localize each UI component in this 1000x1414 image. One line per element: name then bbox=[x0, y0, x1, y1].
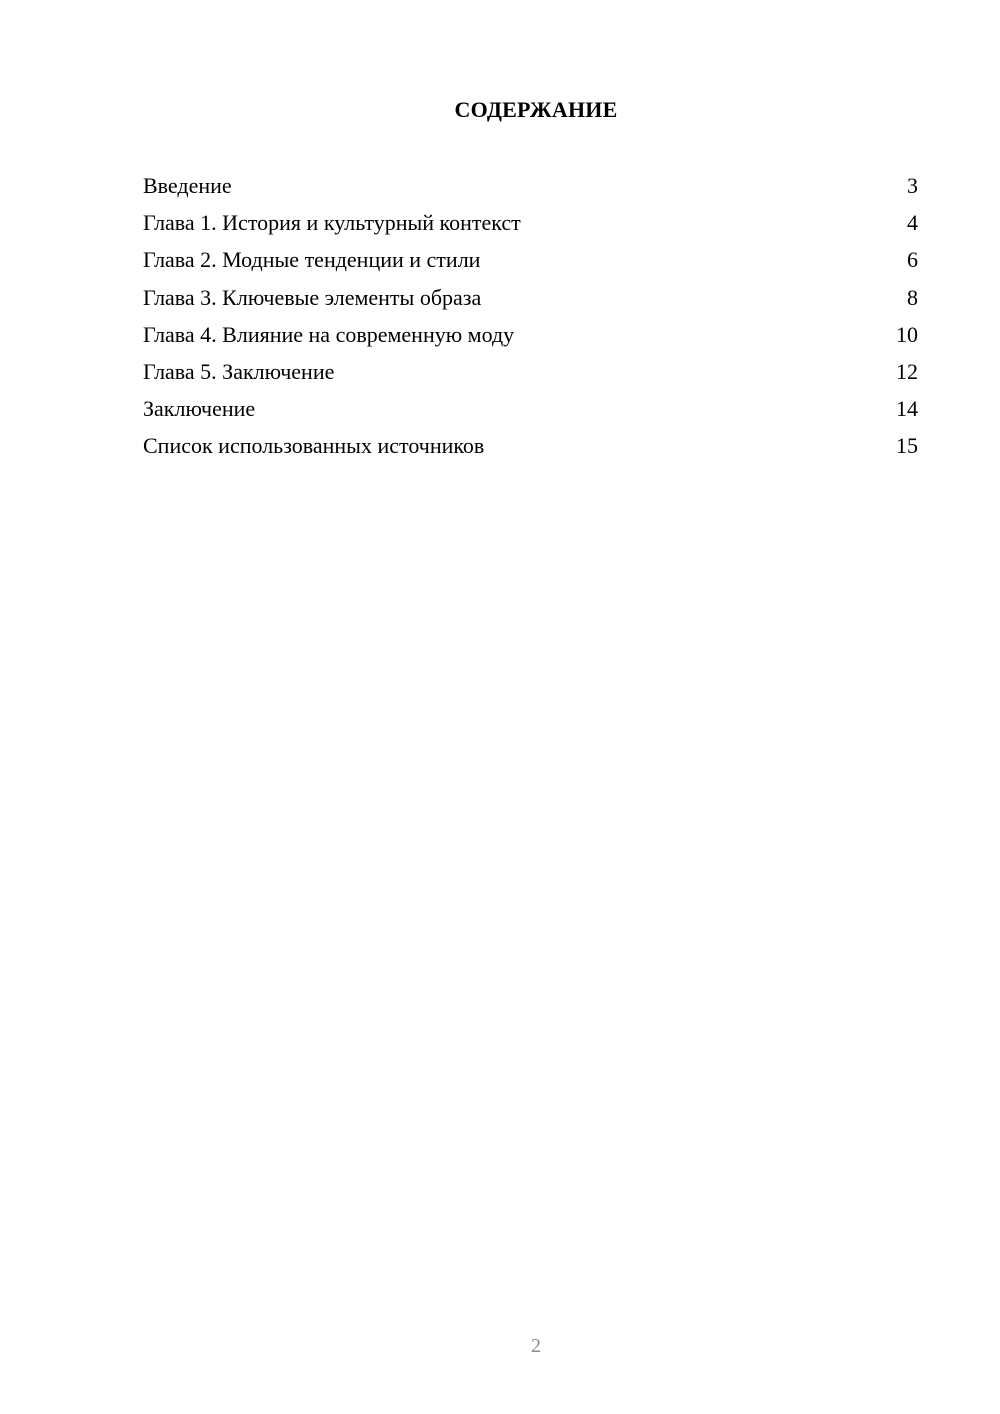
toc-entry-page: 15 bbox=[896, 433, 918, 459]
toc-entry-chapter-1[interactable] bbox=[143, 204, 918, 241]
toc-entry-label: Введение bbox=[143, 173, 232, 198]
toc-entry-page: 3 bbox=[907, 173, 918, 198]
toc-entry-label: Глава 4. Влияние на современную моду bbox=[143, 321, 515, 347]
table-of-contents bbox=[143, 167, 918, 465]
toc-entry-references[interactable] bbox=[143, 427, 918, 464]
toc-entry-label: Глава 3. Ключевые элементы образа bbox=[143, 284, 482, 310]
toc-entry-page: 6 bbox=[907, 247, 918, 273]
toc-entry-page: 8 bbox=[907, 284, 918, 310]
toc-entry-page: 12 bbox=[896, 358, 918, 384]
toc-entry-chapter-5[interactable] bbox=[143, 353, 918, 390]
toc-entry-page: 10 bbox=[896, 321, 918, 347]
toc-entry-chapter-3[interactable] bbox=[143, 279, 918, 316]
toc-entry-label: Глава 2. Модные тенденции и стили bbox=[143, 247, 481, 273]
toc-entry-conclusion[interactable] bbox=[143, 390, 918, 427]
toc-entry-chapter-4[interactable] bbox=[143, 316, 918, 353]
toc-entry-page: 14 bbox=[896, 396, 918, 422]
toc-entry-label: Глава 5. Заключение bbox=[143, 358, 335, 384]
toc-entry-label: Заключение bbox=[143, 396, 256, 422]
page-number: 2 bbox=[531, 1335, 541, 1357]
toc-title: СОДЕРЖАНИЕ bbox=[454, 97, 618, 122]
toc-entry-page: 4 bbox=[907, 210, 918, 236]
toc-entry-chapter-2[interactable] bbox=[143, 241, 918, 278]
toc-entry-label: Глава 1. История и культурный контекст bbox=[143, 210, 521, 236]
toc-entry-label: Список использованных источников bbox=[143, 433, 485, 459]
toc-entry-introduction[interactable] bbox=[143, 167, 918, 204]
